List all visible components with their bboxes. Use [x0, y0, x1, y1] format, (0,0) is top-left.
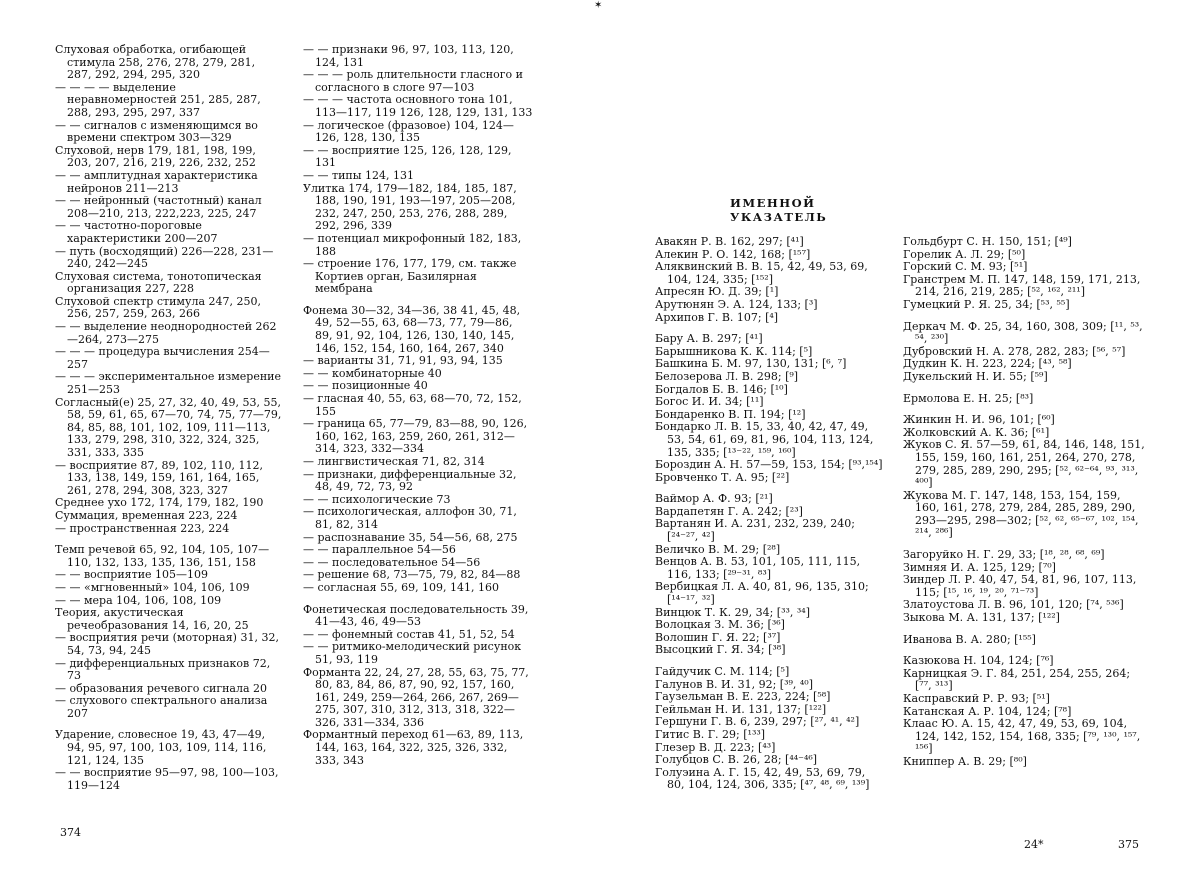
index-entry: — — позиционные 40	[303, 379, 428, 393]
index-entry: — — сигналов с изменяющимся во времени спектром 303—329	[55, 118, 262, 145]
page-title: ИМЕННОЙ УКАЗАТЕЛЬ	[730, 196, 828, 224]
index-entry: — строение 176, 177, 179, см. также Кортиев орган, Базилярная мембрана	[303, 257, 520, 296]
index-entry: — дифференциальных признаков 72, 73	[55, 656, 274, 683]
index-entry: Гейльман Н. И. 131, 137; [¹²²]	[655, 702, 827, 716]
index-entry: Бондаренко В. П. 194; [¹²]	[655, 407, 806, 421]
index-entry: Голубцов С. В. 26, 28; [⁴⁴⁻⁴⁶]	[655, 753, 818, 767]
index-entry: — потенциал микрофонный 182, 183, 188	[303, 231, 525, 258]
index-entry: Зыкова М. А. 131, 137; [¹²²]	[903, 611, 1060, 625]
index-entry: Вартанян И. А. 231, 232, 239, 240; [²⁴⁻²⁷, ⁴²]	[655, 517, 859, 544]
index-entry: Венцов А. В. 53, 101, 105, 111, 115, 116, 133; [²⁹⁻³¹, ⁸³]	[655, 555, 864, 581]
index-entry: Бороздин А. Н. 57—59, 153, 154; [⁹³,¹⁵⁴]	[655, 458, 883, 472]
index-entry: — признаки, дифференциальные 32, 48, 49, 72, 73, 92	[303, 467, 521, 494]
index-entry: — — частотно-пороговые характеристики 200—207	[55, 219, 218, 245]
index-entry: — — параллельное 54—56	[303, 543, 456, 557]
index-entry: — — восприятие 125, 126, 128, 129, 131	[303, 143, 515, 170]
index-entry: Богос И. И. 34; [¹¹]	[655, 395, 764, 409]
index-entry: — — ритмико-мелодический рисунок 51, 93, 119	[303, 640, 525, 666]
index-entry: Вардапетян Г. А. 242; [²³]	[655, 504, 803, 518]
index-entry: Жукова М. Г. 147, 148, 153, 154, 159, 160, 161, 278, 279, 284, 285, 289, 290, 293—295, 298—302; [⁵², ⁶², ⁶⁵⁻⁶⁷, ¹⁰², ¹⁵⁴, ²¹⁴, ²⁸⁶]	[903, 488, 1142, 540]
index-entry: — восприятия речи (моторная) 31, 32, 54, 73, 94, 245	[55, 631, 283, 657]
index-entry: Арутюнян Э. А. 124, 133; [³]	[655, 297, 818, 311]
index-entry: Ваймор А. Ф. 93; [²¹]	[655, 492, 773, 506]
signature-mark: 24*	[1024, 838, 1044, 851]
index-entry: — — нейронный (частотный) канал 208—210, 213, 222,223, 225, 247	[55, 194, 266, 220]
index-entry: Башкина Б. М. 97, 130, 131; [⁶, ⁷]	[655, 357, 847, 371]
index-entry: Величко В. М. 29; [²⁸]	[655, 542, 781, 556]
index-entry: Апресян Ю. Д. 39; [¹]	[655, 285, 779, 299]
index-entry: — — мера 104, 106, 108, 109	[55, 593, 222, 607]
index-entry: — слухового спектрального анализа 207	[55, 694, 271, 720]
index-entry: Гитис В. Г. 29; [¹³³]	[655, 727, 766, 741]
index-entry: Гайдучик С. М. 114; [⁵]	[655, 665, 790, 678]
index-entry: — — восприятие 95—97, 98, 100—103, 119—124	[55, 766, 283, 792]
index-entry: Галунов В. И. 31, 92; [³⁹, ⁴⁰]	[655, 677, 814, 691]
index-entry: Казюкова Н. 104, 124; [⁷⁶]	[903, 654, 1054, 668]
index-entry: Зиндер Л. Р. 40, 47, 54, 81, 96, 107, 113, 115; [¹⁵, ¹⁶, ¹⁹, ²⁰, ⁷¹⁻⁷³]	[903, 573, 1140, 599]
index-entry: — восприятие 87, 89, 102, 110, 112, 133, 138, 149, 159, 161, 164, 165, 261, 278, 294, 308, 323, 327	[55, 458, 267, 497]
index-entry: Высоцкий Г. Я. 34; [³⁸]	[655, 643, 786, 657]
index-entry: Барышникова К. К. 114; [⁵]	[655, 344, 813, 358]
index-entry: Глезер В. Д. 223; [⁴³]	[655, 740, 776, 754]
index-entry: Жуков С. Я. 57—59, 61, 84, 146, 148, 151, 155, 159, 160, 161, 251, 264, 270, 278, 279, 285, 289, 290, 295; [⁵², ⁶²⁻⁶⁴, ⁹³, ³¹³, ⁴⁰⁰]	[903, 438, 1149, 490]
index-entry: Винцюк Т. К. 29, 34; [³³, ³⁴]	[655, 605, 811, 619]
index-entry: Аляквинский В. В. 15, 42, 49, 53, 69, 104, 124, 335; [¹⁵²]	[655, 260, 872, 286]
index-entry: Жолковский А. К. 36; [⁶¹]	[903, 425, 1050, 439]
index-entry: Горский С. М. 93; [⁵¹]	[903, 260, 1028, 274]
index-entry: — варианты 31, 71, 91, 93, 94, 135	[303, 354, 503, 368]
index-entry: — лингвистическая 71, 82, 314	[303, 455, 485, 468]
left-page-number: 374	[60, 826, 81, 839]
index-entry: Гранстрем М. П. 147, 148, 159, 171, 213, 214, 216, 219, 285; [⁵², ¹⁶², ²¹¹]	[903, 272, 1144, 299]
index-entry: Катанская А. Р. 104, 124; [⁷⁸]	[903, 704, 1072, 718]
right-page-column-2	[903, 235, 1149, 769]
index-entry: — — — частота основного тона 101, 113—117, 119 126, 128, 129, 131, 133	[303, 93, 533, 119]
index-entry: Архипов Г. В. 107; [⁴]	[655, 310, 779, 324]
index-entry: — путь (восходящий) 226—228, 231—240, 242—245	[55, 244, 274, 271]
index-entry: Алекин Р. О. 142, 168; [¹⁵⁷]	[655, 247, 811, 261]
index-entry: Дубровский Н. А. 278, 282, 283; [⁵⁶, ⁵⁷]	[903, 344, 1126, 358]
index-entry: Слуховой спектр стимула 247, 250, 256, 257, 259, 263, 266	[55, 294, 265, 321]
index-entry: — — амплитудная характеристика нейронов 211—213	[55, 168, 262, 195]
index-entry: Волоцкая З. М. 36; [³⁶]	[655, 618, 785, 632]
index-entry: Согласный(е) 25, 27, 32, 40, 49, 53, 55, 58, 59, 61, 65, 67—70, 74, 75, 77—79, 84, 85, 88, 101, 102, 109, 111—113, 133, 279, 298, 310, 322, 324, 325, 331, 333, 335	[55, 395, 285, 459]
index-entry: Голуэина А. Г. 15, 42, 49, 53, 69, 79, 80, 104, 124, 306, 335; [⁴⁷, ⁴⁸, ⁶⁹, ¹³⁹]	[655, 765, 870, 792]
index-entry: — — — процедура вычисления 254—257	[55, 345, 270, 371]
index-entry: — решение 68, 73—75, 79, 82, 84—88	[303, 568, 521, 582]
index-entry: — — — роль длительности гласного и согласного в слоге 97—103	[303, 68, 527, 94]
index-entry: — граница 65, 77—79, 83—88, 90, 126, 160, 162, 163, 259, 260, 261, 312—314, 323, 332—334	[303, 417, 531, 456]
index-entry: Загоруйко Н. Г. 29, 33; [¹⁸, ²⁸, ⁶⁸, ⁶⁹]	[903, 548, 1105, 562]
index-entry: — — последовательное 54—56	[303, 555, 481, 569]
index-entry: — — восприятие 105—109	[55, 568, 209, 582]
left-page-column-2	[303, 44, 533, 767]
index-entry: Дудкин К. Н. 223, 224; [⁴³, ⁵⁸]	[903, 357, 1072, 371]
index-entry: Богдалов Б. В. 146; [¹⁰]	[655, 382, 788, 396]
gutter-mark: ✶	[594, 0, 603, 11]
index-entry: — — «мгновенный» 104, 106, 109	[55, 580, 250, 594]
index-entry: Вербицкая Л. А. 40, 81, 96, 135, 310; [¹⁴⁻¹⁷, ³²]	[655, 580, 873, 607]
index-entry: Бондарко Л. В. 15, 33, 40, 42, 47, 49, 53, 54, 61, 69, 81, 96, 104, 113, 124, 135, 335; [¹³⁻²², ¹⁵⁹, ¹⁶⁰]	[655, 420, 877, 459]
right-page-column-1	[655, 236, 883, 792]
index-entry: Книппер А. В. 29; [⁸⁰]	[903, 754, 1027, 768]
index-entry: — согласная 55, 69, 109, 141, 160	[303, 580, 500, 594]
index-entry: Гаузельман В. Е. 223, 224; [⁵⁸]	[655, 690, 831, 704]
index-entry: Зимняя И. А. 125, 129; [⁷⁰]	[903, 560, 1056, 574]
index-entry: Волошин Г. Я. 22; [³⁷]	[655, 630, 781, 644]
index-entry: — — — — выделение неравномерностей 251, 285, 287, 288, 293, 295, 297, 337	[55, 80, 265, 119]
index-entry: — образования речевого сигнала 20	[55, 681, 268, 695]
index-entry: Жинкин Н. И. 96, 101; [⁶⁰]	[903, 413, 1055, 427]
index-entry: Дукельский Н. И. 55; [⁵⁹]	[903, 369, 1048, 383]
index-entry: Форманта 22, 24, 27, 28, 55, 63, 75, 77, 80, 83, 84, 86, 87, 90, 92, 157, 160, 161, 249, 259—264, 266, 267, 269—275, 307, 310, 312, 313, 318, 322—326, 331—334, 336	[303, 665, 533, 729]
index-entry: Среднее ухо 172, 174, 179, 182, 190	[55, 496, 264, 510]
index-entry: Касправский Р. Р. 93; [⁵¹]	[903, 692, 1050, 705]
right-page-number: 375	[1118, 838, 1139, 851]
index-entry: — пространственная 223, 224	[55, 521, 230, 535]
index-entry: Темп речевой 65, 92, 104, 105, 107—110, 132, 133, 135, 136, 151, 158	[55, 543, 270, 569]
index-entry: Слуховой, нерв 179, 181, 198, 199, 203, 207, 216, 219, 226, 232, 252	[55, 143, 260, 170]
index-entry: — — выделение неоднородностей 262—264, 273—275	[55, 320, 277, 346]
index-entry: Гершуни Г. В. 6, 239, 297; [²⁷, ⁴¹, ⁴²]	[655, 715, 860, 729]
index-entry: — гласная 40, 55, 63, 68—70, 72, 152, 155	[303, 392, 526, 418]
index-entry: Златоустова Л. В. 96, 101, 120; [⁷⁴, ⁵³⁶]	[903, 598, 1124, 612]
index-entry: Теория, акустическая речеобразования 14, 16, 20, 25	[55, 606, 249, 632]
index-entry: Улитка 174, 179—182, 184, 185, 187, 188, 190, 191, 193—197, 205—208, 232, 247, 250, 253, 276, 288, 289, 292, 296, 339	[303, 181, 521, 233]
index-entry: Деркач М. Ф. 25, 34, 160, 308, 309; [¹¹, ⁵³, ⁵⁴, ²³⁰]	[903, 319, 1147, 346]
index-entry: Формантный переход 61—63, 89, 113, 144, 163, 164, 322, 325, 326, 332, 333, 343	[303, 728, 527, 767]
index-entry: Фонема 30—32, 34—36, 38 41, 45, 48, 49, 52—55, 63, 68—73, 77, 79—86, 89, 91, 92, 104, 126, 130, 140, 145, 146, 152, 154, 160, 164, 267, 340	[303, 303, 524, 355]
index-entry: — распознавание 35, 54—56, 68, 275	[303, 530, 518, 544]
left-page-column-1	[55, 43, 285, 792]
index-entry: — — психологические 73	[303, 492, 451, 506]
index-entry: Карницкая Э. Г. 84, 251, 254, 255, 264; [⁷⁷, ³¹³]	[903, 666, 1134, 693]
index-entry: Слуховая система, тонотопическая организация 227, 228	[55, 269, 266, 296]
index-entry: Бару А. В. 297; [⁴¹]	[655, 332, 763, 346]
index-entry: Ударение, словесное 19, 43, 47—49, 94, 95, 97, 100, 103, 109, 114, 116, 121, 124, 135	[55, 728, 270, 767]
index-entry: Суммация, временная 223, 224	[55, 508, 238, 522]
index-entry: Клаас Ю. А. 15, 42, 47, 49, 53, 69, 104, 124, 142, 152, 154, 168, 335; [⁷⁹, ¹³⁰, ¹⁵⁷, ¹⁵⁶]	[903, 717, 1144, 756]
index-entry: Авакян Р. В. 162, 297; [⁴¹]	[655, 235, 804, 248]
index-entry: Ермолова Е. Н. 25; [⁸³]	[903, 391, 1034, 405]
index-entry: Фонетическая последовательность 39, 41—43, 46, 49—53	[303, 602, 532, 629]
index-entry: — психологическая, аллофон 30, 71, 81, 82, 314	[303, 505, 521, 531]
index-entry: Гумецкий Р. Я. 25, 34; [⁵³, ⁵⁵]	[903, 297, 1070, 311]
index-entry: — логическое (фразовое) 104, 124—126, 128, 130, 135	[303, 118, 514, 145]
index-entry: Слуховая обработка, огибающей стимула 258, 276, 278, 279, 281, 287, 292, 294, 295, 320	[55, 43, 259, 82]
index-entry: Иванова В. А. 280; [¹⁵⁵]	[903, 632, 1036, 646]
index-entry: — — признаки 96, 97, 103, 113, 120, 124, 131	[303, 43, 518, 69]
index-entry: — — комбинаторные 40	[303, 366, 442, 380]
index-entry: Белозерова Л. В. 298; [⁹]	[655, 369, 799, 383]
index-entry: — — типы 124, 131	[303, 168, 414, 182]
index-entry: Гольдбурт С. Н. 150, 151; [⁴⁹]	[903, 235, 1072, 248]
index-entry: — — — экспериментальное измерение 251—253	[55, 370, 285, 397]
index-entry: — — фонемный состав 41, 51, 52, 54	[303, 627, 515, 641]
index-entry: Бровченко Т. А. 95; [²²]	[655, 470, 790, 484]
index-entry: Горелик А. Л. 29; [⁵⁰]	[903, 247, 1026, 261]
